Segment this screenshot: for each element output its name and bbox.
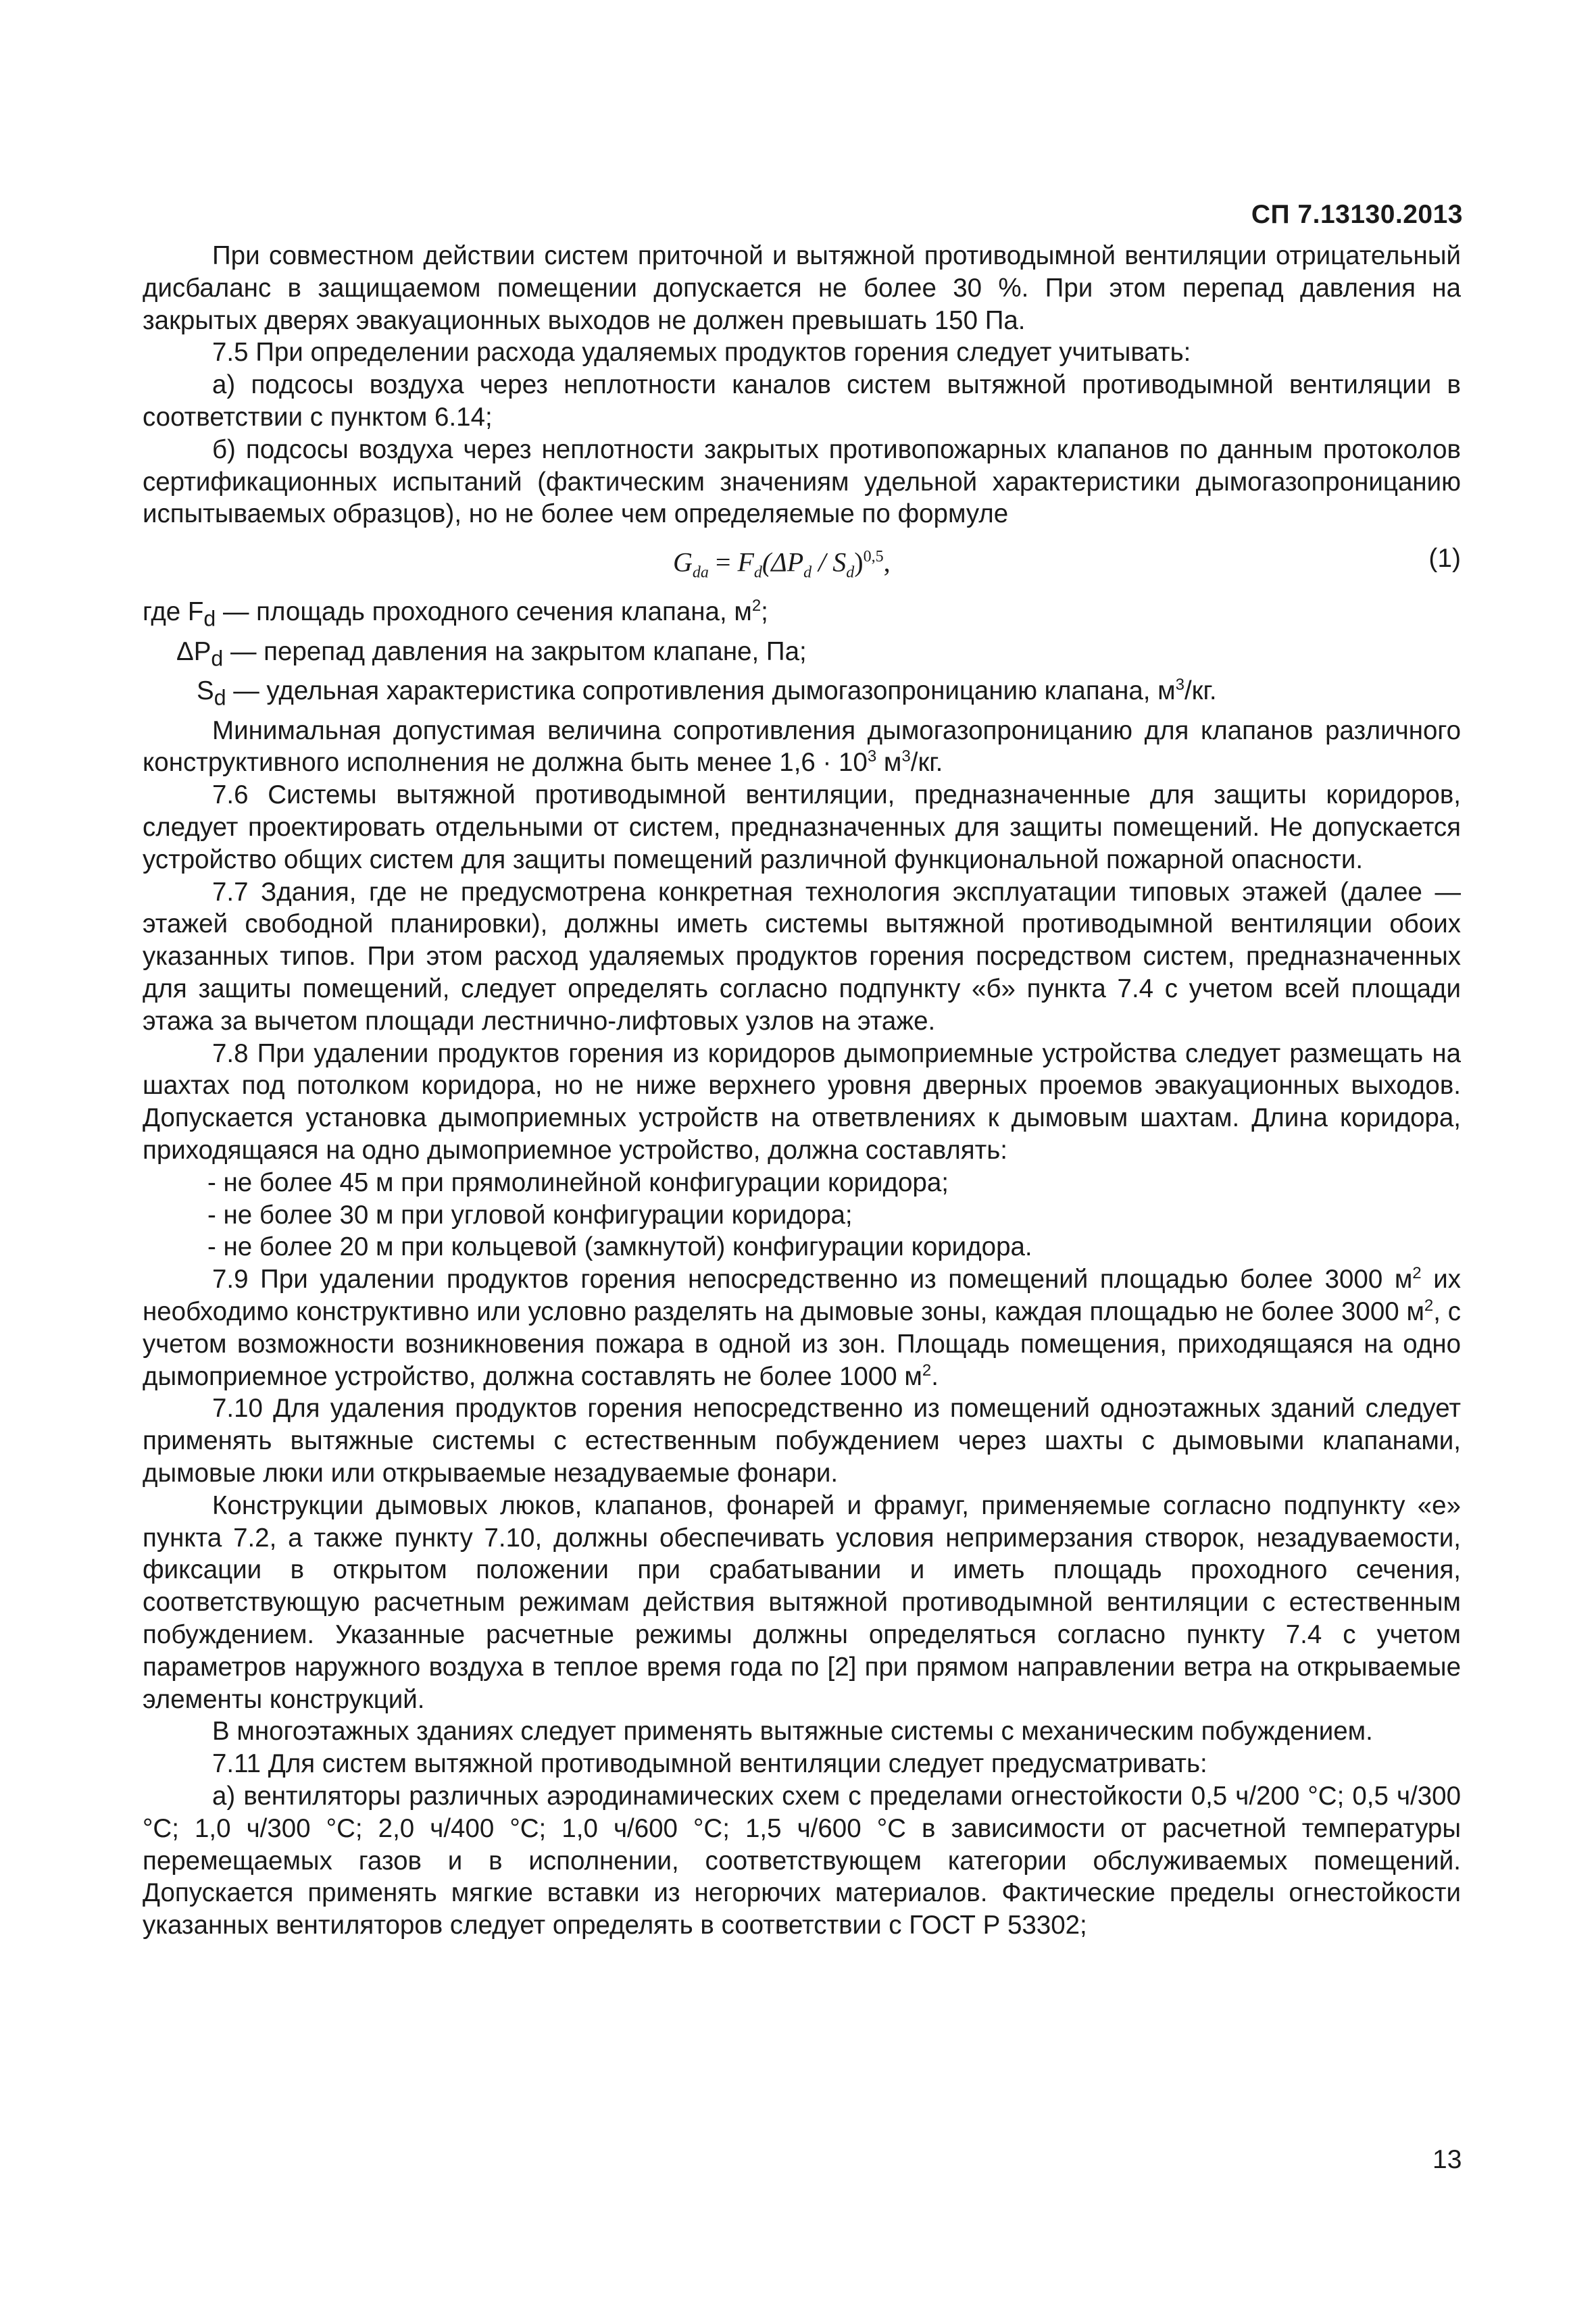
paragraph-hatch-constructions: Конструкции дымовых люков, клапанов, фонарей и фрамуг, применяемые согласно подпункту «е» пункта 7.2, а также пункту 7.10, должны обеспечивать условия непримерзания створок, незадуваемости, фиксации в открытом положении при срабатывании и иметь площадь проходного сечения, соответствующую расчетным режимам действия вытяжной противодымной вентиляции с естественным побуждением. Указанные расчетные режимы должны определяться согласно пункту 7.4 с учетом параметров наружного воздуха в теплое время года по [2] при прямом направлении ветра на открываемые элементы конструкций. (143, 1490, 1461, 1714)
list-item: - не более 30 м при угловой конфигурации коридора; (207, 1200, 853, 1230)
paragraph-7-11-a: а) вентиляторы различных аэродинамических схем с пределами огнестойкости 0,5 ч/200 °С; 0,5 ч/300 °С; 1,0 ч/300 °С; 2,0 ч/400 °С; 1,0 ч/600 °С; 1,5 ч/600 °С в зависимости от расчетной температуры перемещаемых газов и в исполнении, соответствующем категории обслуживаемых помещений. Допускается применять мягкие вставки из негорючих материалов. Фактические пределы огнестойкости указанных вентиляторов следует определять в соответствии с ГОСТ Р 53302; (143, 1781, 1461, 1940)
formula-definitions (143, 596, 1461, 714)
paragraph-7-6: 7.6 Системы вытяжной противодымной вентиляции, предназначенные для защиты коридоров, следует проектировать отдельными от систем, предназначенных для защиты помещений. Не допускается устройство общих систем для защиты помещений различной функциональной пожарной опасности. (143, 780, 1461, 874)
document-body (143, 240, 1461, 1942)
definition-sd: $S_d$ — удельная характеристика сопротивления дымогазопроницанию клапана, $м^3/кг$. (197, 676, 1217, 710)
page-number: 13 (1432, 2145, 1462, 2174)
definition-fd: где $F_d$ — площадь проходного сечения клапана, $м^2$; (143, 597, 768, 631)
paragraph-7-11: 7.11 Для систем вытяжной противодымной вентиляции следует предусматривать: (212, 1749, 1207, 1779)
formula: $G_{da} = F_d(\Delta P_d / S_d)^{0,5}$, (673, 547, 891, 582)
paragraph-7-5-b: б) подсосы воздуха через неплотности закрытых противопожарных клапанов по данным протоколов сертификационных испытаний (фактическим значениям удельной характеристики дымогазопроницанию испытываемых образцов), но не более чем определяемые по формуле (143, 434, 1461, 529)
paragraph-7-8: 7.8 При удалении продуктов горения из коридоров дымоприемные устройства следует размещать на шахтах под потолком коридора, но не ниже верхнего уровня дверных проемов эвакуационных выходов. Допускается установка дымоприемных устройств на ответвлениях к дымовым шахтам. Длина коридора, приходящаяся на одно дымоприемное устройство, должна составлять: (143, 1038, 1461, 1165)
paragraph-7-7: 7.7 Здания, где не предусмотрена конкретная технология эксплуатации типовых этажей (далее — этажей свободной планировки), должны иметь системы вытяжной противодымной вентиляции обоих указанных типов. При этом расход удаляемых продуктов горения посредством систем, предназначенных для защиты помещений, следует определять согласно подпункту «б» пункта 7.4 с учетом всей площади этажа за вычетом площади лестнично-лифтовых узлов на этаже. (143, 877, 1461, 1036)
paragraph-balance: При совместном действии систем приточной и вытяжной противодымной вентиляции отрицательный дисбаланс в защищаемом помещении допускается не более 30 %. При этом перепад давления на закрытых дверях эвакуационных выходов не должен превышать 150 Па. (143, 241, 1461, 335)
list-item: - не более 45 м при прямолинейной конфигурации коридора; (207, 1167, 949, 1197)
paragraph-7-5-a: а) подсосы воздуха через неплотности каналов систем вытяжной противодымной вентиляции в соответствии с пунктом 6.14; (143, 370, 1461, 432)
corridor-length-list (143, 1167, 1461, 1263)
paragraph-7-5: 7.5 При определении расхода удаляемых продуктов горения следует учитывать: (212, 338, 1191, 368)
paragraph-min-resistance: Минимальная допустимая величина сопротивления дымогазопроницанию для клапанов различного конструктивного исполнения не должна быть менее $1,6 \cdot 10^3$ $м^3/кг$. (143, 715, 1461, 778)
paragraph-7-10: 7.10 Для удаления продуктов горения непосредственно из помещений одноэтажных зданий следует применять вытяжные системы с естественным побуждением через шахты с дымовыми клапанами, дымовые люки или открываемые незадуваемые фонари. (143, 1394, 1461, 1488)
definition-delta-pd: $\Delta P_d$ — перепад давления на закрытом клапане, Па; (176, 636, 807, 671)
formula-row (143, 532, 1461, 596)
paragraph-multistorey: В многоэтажных зданиях следует применять вытяжные системы с механическим побуждением. (212, 1717, 1373, 1746)
equation-number: (1) (1428, 544, 1461, 574)
document-code-header: СП 7.13130.2013 (1251, 200, 1463, 229)
list-item: - не более 20 м при кольцевой (замкнутой) конфигурации коридора. (207, 1232, 1032, 1262)
paragraph-7-9: 7.9 При удалении продуктов горения непосредственно из помещений площадью более 3000 $м^2$ их необходимо конструктивно или условно разделять на дымовые зоны, каждая площадью не более 3000 $м^2$, с учетом возможности возникновения пожара в одной из зон. Площадь помещения, приходящаяся на одно дымоприемное устройство, должна составлять не более 1000 $м^2$. (143, 1264, 1462, 1391)
